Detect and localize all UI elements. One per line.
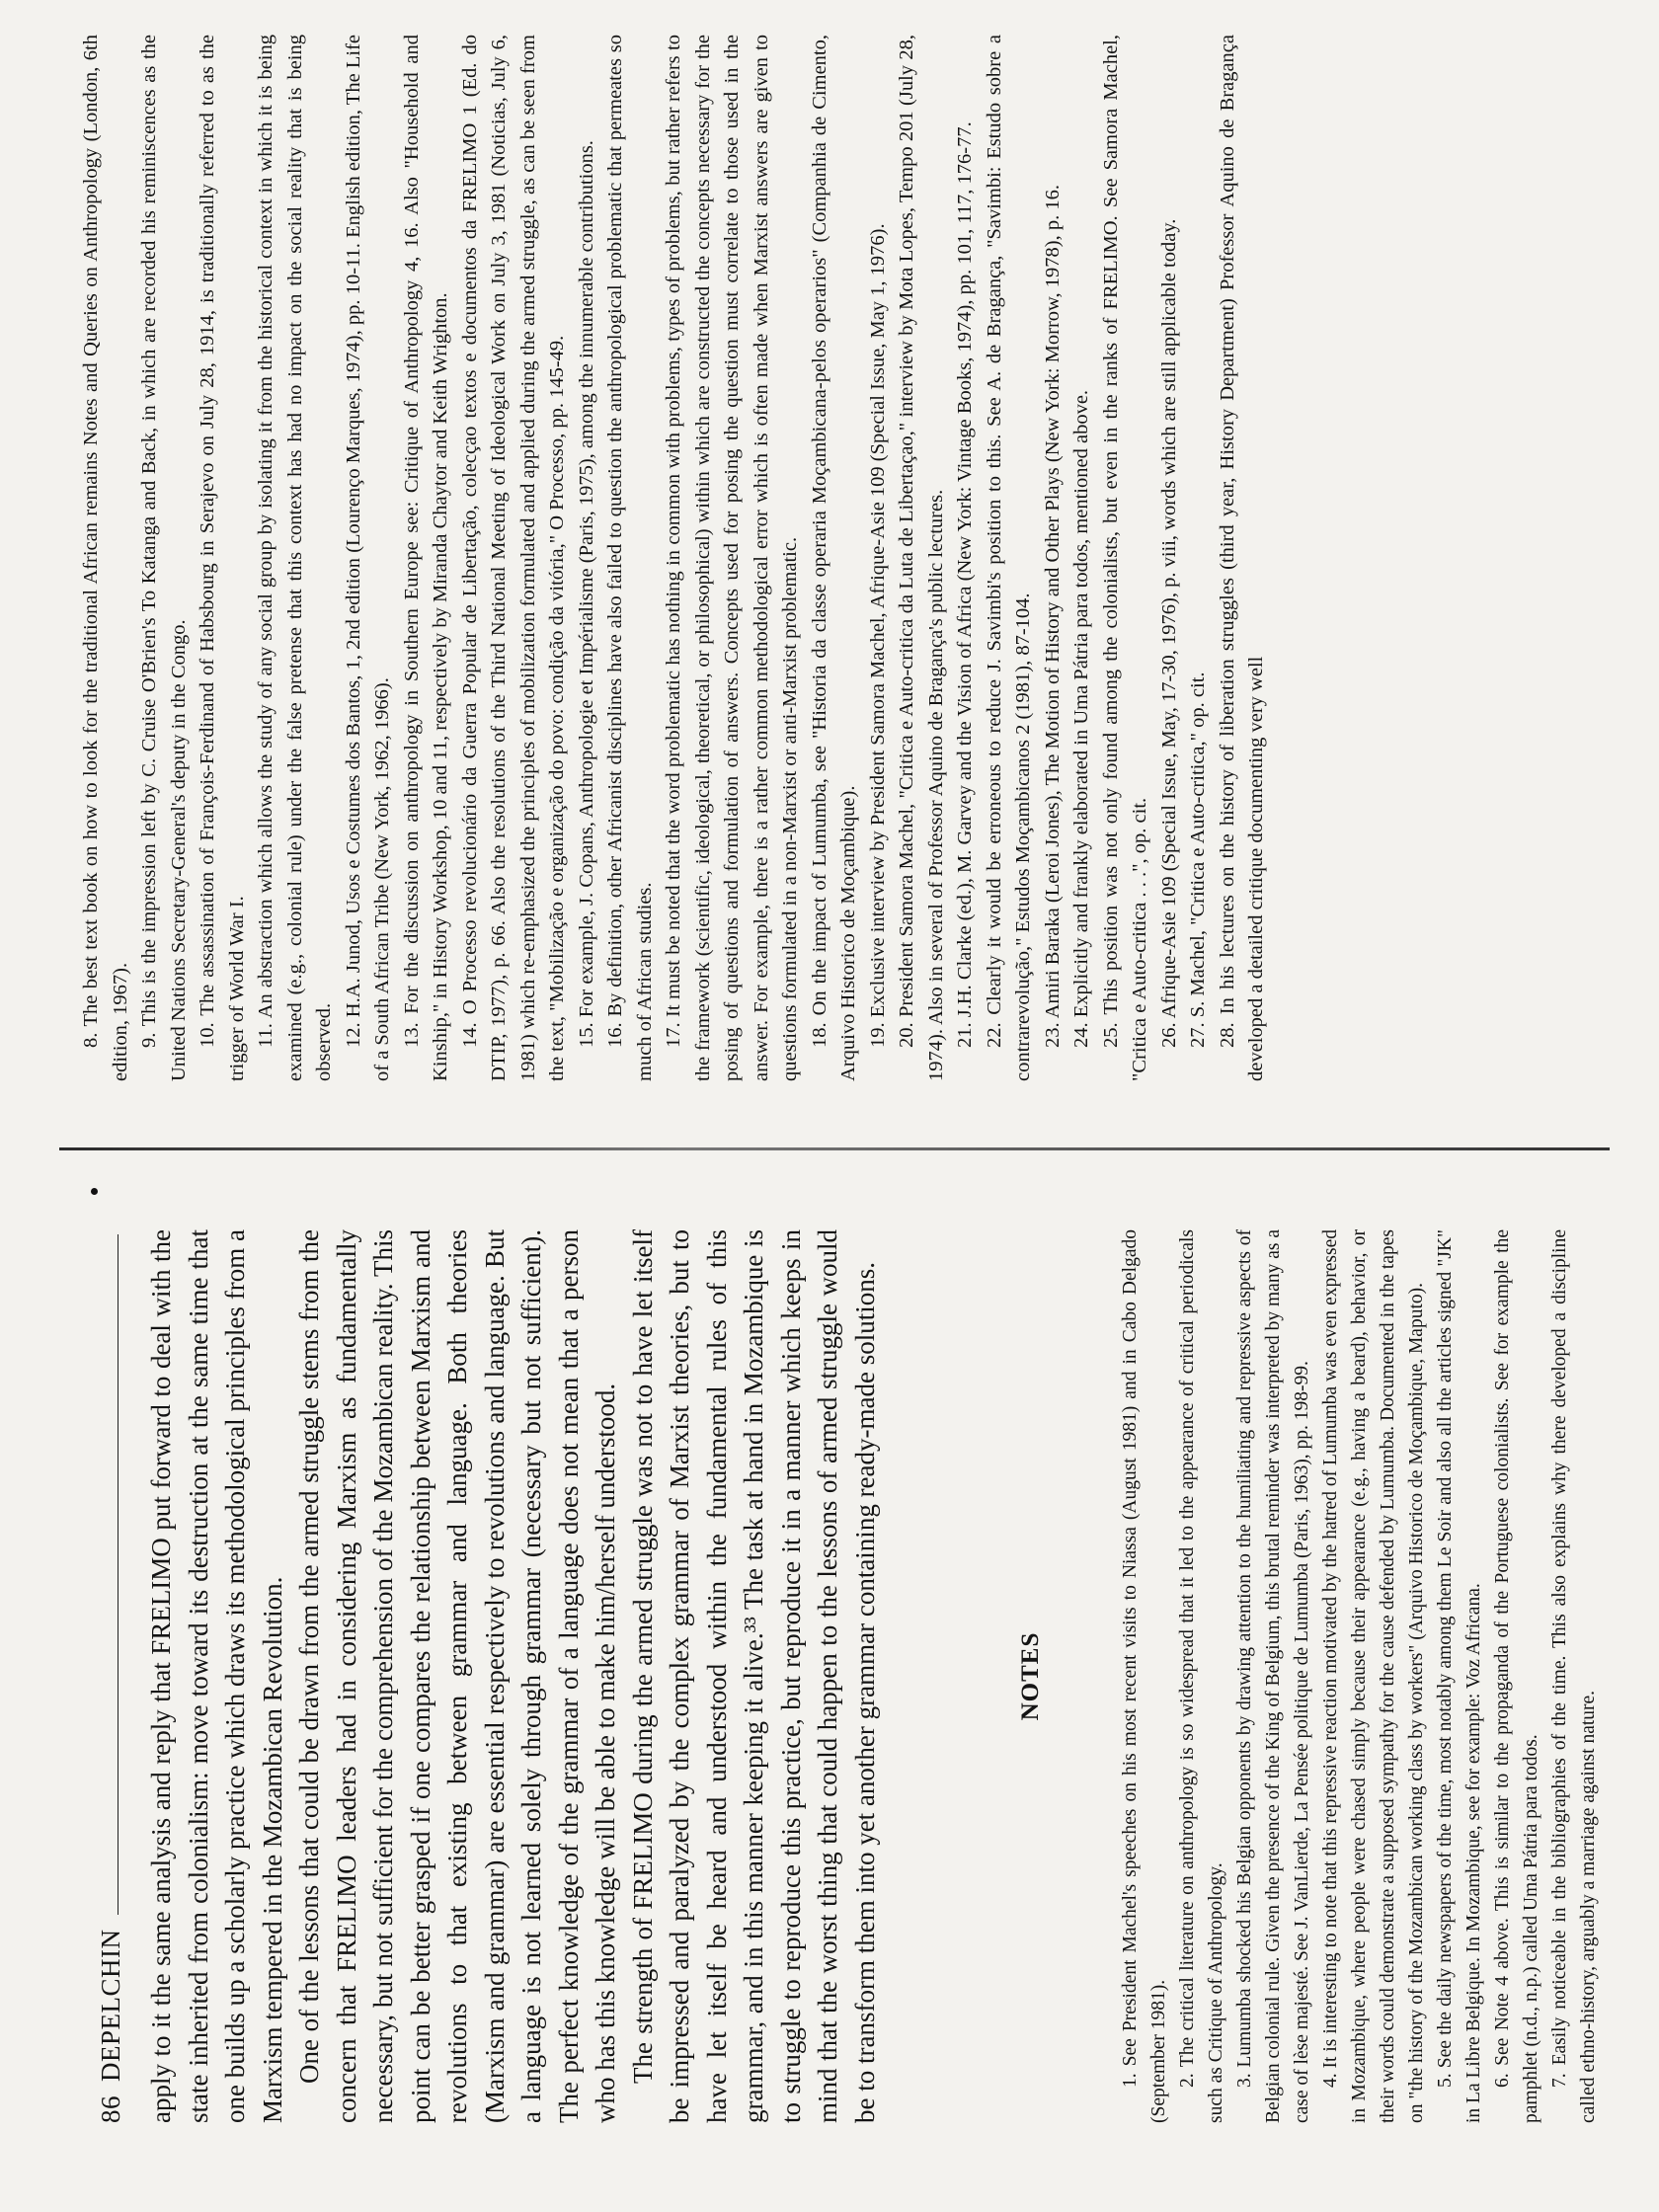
notes-list-left [1116, 1229, 1603, 2123]
right-page [30, 10, 1629, 1106]
running-head-author: DEPELCHIN [96, 1929, 125, 2082]
note-item: 22. Clearly it would be erroneous to reduce J. Savimbi's position to this. See A. de Bragança, "Savimbi: Estudo sobre a contrarevolução," Estudos Moçambicanos 2 (1981), 87-104. [983, 35, 1034, 1081]
note-item: 25. This position was not only found among the colonialists, but even in the ranks of FRELIMO. See Samora Machel, "Critica e Auto-critica . . .", op. cit. [1099, 35, 1150, 1081]
note-item: 24. Explicitly and frankly elaborated in Uma Pátria para todos, mentioned above. [1070, 389, 1092, 1048]
running-head-rule [118, 1234, 119, 1916]
note-item: 7. Easily noticeable in the bibliographies of the time. This also explains why there developed a discipline called ethno-history, arguably a marriage against nature. [1549, 1229, 1599, 2123]
scan-speck [91, 1188, 98, 1195]
note-item: 17. It must be noted that the word problematic has nothing in common with problems, types of problems, but rather refers to the framework (scientific, ideological, theoretical, or philosophical) within which are constructed the concepts necessary for the posing of questions and formulation of answers. Concepts used for posing the question must correlate to those used in the answer. For example, there is a rather common methodological error which is often made when Marxist answers are given to questions formulated in a non-Marxist or anti-Marxist problematic. [663, 35, 801, 1081]
note-item: 9. This is the impression left by C. Cruise O'Brien's To Katanga and Back, in which are recorded his reminiscences as the United Nations Secretary-General's deputy in the Congo. [138, 35, 190, 1081]
book-spread [30, 10, 1629, 2182]
note-item: 19. Exclusive interview by President Samora Machel, Afrique-Asie 109 (Special Issue, May 1, 1976). [866, 223, 889, 1048]
note-item: 2. The critical literature on anthropology is so widespread that it led to the appearance of critical periodicals such as Critique of Anthropology. [1177, 1229, 1226, 2123]
page-gutter [59, 1147, 1610, 1150]
notes-heading: NOTES [1017, 1631, 1044, 1721]
body-paragraph: apply to it the same analysis and reply that FRELIMO put forward to deal with the state inherited from colonialism: move toward its destruction at the same time that one builds up a scholarly practice which draws its methodological principles from a Marxism tempered in the Mozambican Revolution. [146, 1229, 287, 2123]
note-item: 23. Amiri Baraka (Leroi Jones), The Motion of History and Other Plays (New York: Morrow, 1978), p. 16. [1041, 185, 1064, 1048]
notes-list-right [77, 35, 1272, 1081]
note-item: 27. S. Machel, "Critica e Auto-critica," op. cit. [1187, 672, 1209, 1048]
body-paragraph: The strength of FRELIMO during the armed struggle was not to have let itself be impressed and paralyzed by the complex grammar of Marxist theories, but to have let itself be heard and understood within the fundamental rules of this grammar, and in this manner keeping it alive.³³ The task at hand in Mozambique is to struggle to reproduce this practice, but reproduce it in a manner which keeps in mind that the worst thing that could happen to the lessons of armed struggle would be to transform them into yet another grammar containing ready-made solutions. [627, 1229, 880, 2123]
left-page [30, 1185, 1629, 2182]
note-item: 8. The best text book on how to look for the traditional African remains Notes and Queries on Anthropology (London, 6th edition, 1967). [80, 35, 131, 1081]
running-head [87, 1234, 126, 2123]
note-item: 6. See Note 4 above. This is similar to the propaganda of the Portuguese colonialists. See for example the pamphlet (n.d., n.p.) called Uma Pátria para todos. [1492, 1229, 1541, 2123]
body-text [143, 1229, 884, 2123]
note-item: 13. For the discussion on anthropology in Southern Europe see: Critique of Anthropology 4, 16. Also "Household and Kinship," in History Workshop, 10 and 11, respectively by Miranda Chaytor and Keith Wrighton. [400, 35, 451, 1081]
note-item: 1. See President Machel's speeches on his most recent visits to Niassa (August 1981) and in Cabo Delgado (September 1981). [1120, 1229, 1169, 2123]
note-item: 10. The assassination of François-Ferdinand of Habsbourg in Serajevo on July 28, 1914, is traditionally referred to as the trigger of World War I. [197, 35, 248, 1081]
note-item: 20. President Samora Machel, "Critica e Auto-critica da Luta de Libertaçao," interview by Mota Lopes, Tempo 201 (July 28, 1974). Also in several of Professor Aquino de Bragança's public lectures. [896, 35, 947, 1081]
note-item: 11. An abstraction which allows the study of any social group by isolating it from the historical context in which it is being examined (e.g., colonial rule) under the false pretense that this context has had no impact on the social reality that is being observed. [255, 35, 335, 1081]
page-number: 86 [96, 2095, 125, 2123]
note-item: 28. In his lectures on the history of liberation struggles (third year, History Department) Professor Aquino de Bragança developed a detailed critique documenting very well [1216, 35, 1267, 1081]
note-item: 5. See the daily newspapers of the time, most notably among them Le Soir and also all the articles signed "JK" in La Libre Belgique. In Mozambique, see for example: Voz Africana. [1435, 1229, 1484, 2123]
note-item: 4. It is interesting to note that this repressive reaction motivated by the hatred of Lumumba was even expressed in Mozambique, where people were chased simply because their appearance (e.g., having a beard), behavior, or their words could demonstrate a supposed sympathy for the cause defended by Lumumba. Documented in the tapes on "the history of the Mozambican working class by workers" (Arquivo Historico de Moçambique, Maputo). [1320, 1229, 1427, 2123]
note-item: 3. Lumumba shocked his Belgian opponents by drawing attention to the humiliating and repressive aspects of Belgian colonial rule. Given the presence of the King of Belgium, this brutal reminder was interpreted by many as a case of lèse majesté. See J. VanLierde, La Pensée politique de Lumumba (Paris, 1963), pp. 198-99. [1234, 1229, 1312, 2123]
note-item: 12. H.A. Junod, Usos e Costumes dos Bantos, 1, 2nd edition (Lourenço Marques, 1974), pp. 10-11. English edition, The Life of a South African Tribe (New York, 1962, 1966). [342, 35, 393, 1081]
note-item: 18. On the impact of Lumumba, see "Historia da classe operaria Moçambicana-pelos operarios" (Companhia de Cimento, Arquivo Historico de Moçambique). [808, 35, 859, 1081]
note-item: 16. By definition, other Africanist disciplines have also failed to question the anthropological problematic that permeates so much of African studies. [604, 35, 656, 1081]
body-paragraph: One of the lessons that could be drawn from the armed struggle stems from the concern that FRELIMO leaders had in considering Marxism as fundamentally necessary, but not sufficient for the comprehension of the Mozambican reality. This point can be better grasped if one compares the relationship between Marxism and revolutions to that existing between grammar and language. Both theories (Marxism and grammar) are essential respectively to revolutions and language. But a language is not learned solely through grammar (necessary but not sufficient). The perfect knowledge of the grammar of a language does not mean that a person who has this knowledge will be able to make him/herself understood. [294, 1229, 620, 2123]
note-item: 26. Afrique-Asie 109 (Special Issue, May, 17-30, 1976), p. viii, words which are still applicable today. [1157, 218, 1180, 1048]
note-item: 21. J.H. Clarke (ed.), M. Garvey and the Vision of Africa (New York: Vintage Books, 1974), pp. 101, 117, 176-77. [954, 121, 976, 1048]
note-item: 14. O Processo revolucionário da Guerra Popular de Libertação, colecçao textos e documentos da FRELIMO 1 (Ed. do DTIP, 1977), p. 66. Also the resolutions of the Third National Meeting of Ideological Work on July 3, 1981 (Noticias, July 6, 1981) which re-emphasized the principles of mobilization formulated and applied during the armed struggle, as can be seen from the text, "Mobilização e organização do povo: condição da vitória," O Processo, pp. 145-49. [458, 35, 568, 1081]
note-item: 15. For example, J. Copans, Anthropologie et Impérialisme (Paris, 1975), among the innumerable contributions. [575, 140, 597, 1048]
